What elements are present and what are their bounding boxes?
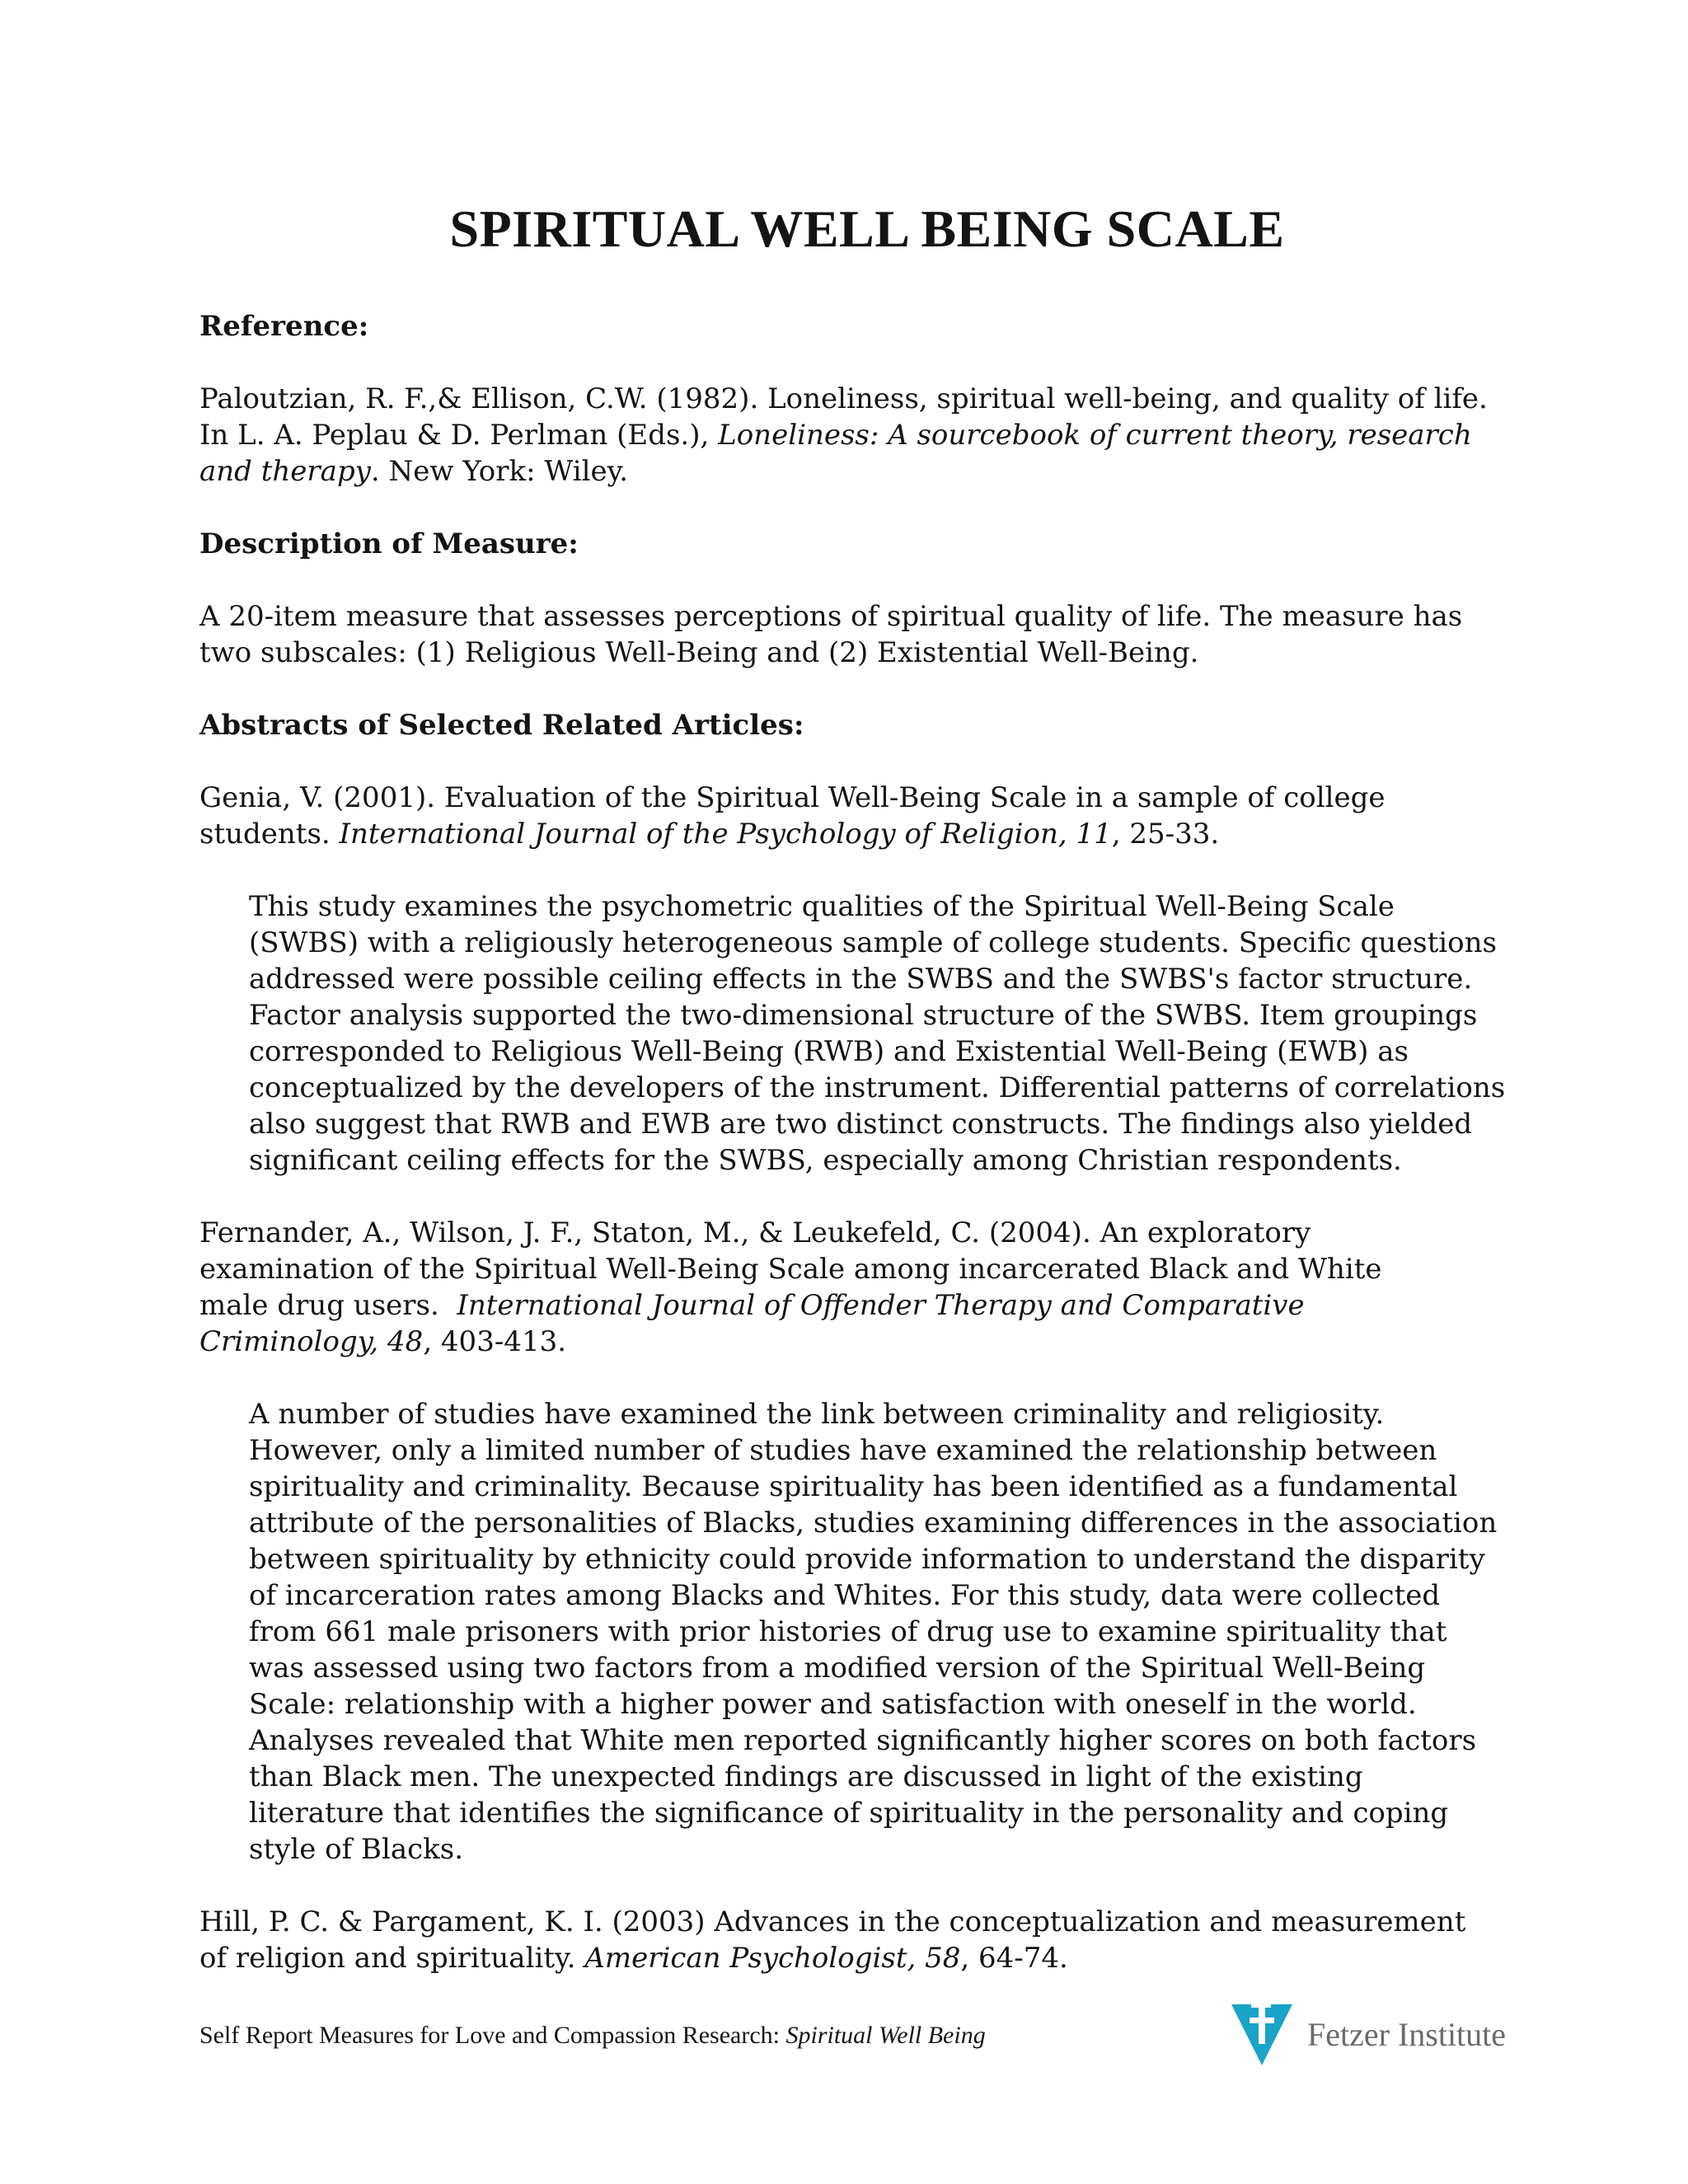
description-heading: Description of Measure: — [199, 527, 579, 560]
page-title: SPIRITUAL WELL BEING SCALE — [449, 199, 1285, 258]
abstract-line: than Black men. The unexpected findings are discussed in light of the existing — [249, 1760, 1363, 1793]
citation-line — [199, 417, 1518, 453]
citation-text: students. — [199, 818, 340, 851]
fetzer-logo — [1231, 2001, 1506, 2067]
citation-text: . New York: Wiley. — [370, 455, 629, 488]
citation-text: male drug users. — [199, 1289, 457, 1322]
footer-text: Self Report Measures for Love and Compassion Research: — [199, 2022, 786, 2049]
citation-journal: Criminology, 48 — [199, 1325, 424, 1358]
abstract-line: was assessed using two factors from a modified version of the Spiritual Well-Being — [249, 1652, 1426, 1685]
citation-journal: International Journal of the Psychology of Religion, 11 — [339, 818, 1112, 851]
abstract-line: Scale: relationship with a higher power and satisfaction with oneself in the world. — [249, 1688, 1417, 1721]
article-citation-genia — [199, 780, 1518, 852]
fetzer-logo-icon — [1231, 2001, 1292, 2067]
citation-line — [199, 816, 1518, 852]
citation-text: , 25-33. — [1111, 818, 1220, 851]
abstract-line: Factor analysis supported the two-dimensional structure of the SWBS. Item groupings — [249, 999, 1478, 1032]
abstract-line: literature that identifies the significance of spirituality in the personality and coping — [249, 1797, 1449, 1830]
abstract-line: Analyses revealed that White men reported significantly higher scores on both factors — [249, 1724, 1477, 1757]
abstracts-heading: Abstracts of Selected Related Articles: — [199, 709, 804, 742]
abstract-line: corresponded to Religious Well-Being (RWB) and Existential Well-Being (EWB) as — [249, 1035, 1409, 1068]
description-text — [199, 598, 1518, 671]
abstract-genia — [199, 888, 1518, 1179]
citation-line — [199, 1287, 1518, 1324]
logo-text: Fetzer Institute — [1307, 2015, 1507, 2053]
citation-book-title: and therapy — [199, 455, 371, 488]
abstract-line: between spirituality by ethnicity could provide information to understand the disparity — [249, 1543, 1485, 1576]
citation-line — [199, 453, 1518, 490]
citation-line: examination of the Spiritual Well-Being Scale among incarcerated Black and White — [199, 1253, 1382, 1286]
citation-line — [199, 1324, 1518, 1360]
abstract-line: spirituality and criminality. Because spirituality has been identified as a fundamental — [249, 1470, 1458, 1503]
article-citation-fernander — [199, 1215, 1518, 1360]
citation-text: of religion and spirituality. — [199, 1942, 585, 1975]
abstract-line: of incarceration rates among Blacks and Whites. For this study, data were collected — [249, 1579, 1441, 1612]
abstract-line: addressed were possible ceiling effects in the SWBS and the SWBS's factor structure. — [249, 963, 1473, 996]
abstract-line: A number of studies have examined the link between criminality and religiosity. — [249, 1398, 1385, 1431]
abstract-line: from 661 male prisoners with prior histories of drug use to examine spirituality that — [249, 1615, 1447, 1648]
abstract-line: However, only a limited number of studies have examined the relationship between — [249, 1434, 1437, 1467]
citation-line — [199, 1940, 1518, 1976]
reference-heading: Reference: — [199, 310, 369, 343]
citation-text: , 403-413. — [423, 1325, 567, 1358]
citation-line: Genia, V. (2001). Evaluation of the Spiritual Well-Being Scale in a sample of college — [199, 781, 1386, 814]
abstract-line: also suggest that RWB and EWB are two distinct constructs. The findings also yielded — [249, 1108, 1473, 1141]
abstract-line: This study examines the psychometric qualities of the Spiritual Well-Being Scale — [249, 890, 1395, 923]
citation-book-title: Loneliness: A sourcebook of current theory, research — [718, 419, 1472, 452]
citation-text: In L. A. Peplau & D. Perlman (Eds.), — [199, 419, 719, 452]
citation-text: , 64-74. — [960, 1942, 1068, 1975]
abstract-fernander — [199, 1396, 1518, 1868]
page-footer — [199, 2021, 986, 2050]
abstract-line: conceptualized by the developers of the instrument. Differential patterns of correlations — [249, 1071, 1506, 1104]
description-line: two subscales: (1) Religious Well-Being and (2) Existential Well-Being. — [199, 636, 1199, 669]
citation-line: Hill, P. C. & Pargament, K. I. (2003) Advances in the conceptualization and measurement — [199, 1905, 1466, 1938]
abstract-line: attribute of the personalities of Blacks, studies examining differences in the association — [249, 1507, 1498, 1540]
abstract-line: significant ceiling effects for the SWBS, especially among Christian respondents. — [249, 1144, 1402, 1177]
citation-journal: American Psychologist, 58 — [584, 1942, 961, 1975]
reference-citation — [199, 381, 1518, 490]
footer-italic: Spiritual Well Being — [785, 2022, 986, 2049]
description-line: A 20-item measure that assesses perceptions of spiritual quality of life. The measure has — [199, 600, 1463, 633]
citation-journal: International Journal of Offender Therapy and Comparative — [457, 1289, 1305, 1322]
document-page — [199, 198, 1518, 2013]
abstract-line: style of Blacks. — [249, 1833, 464, 1866]
citation-line: Paloutzian, R. F.,& Ellison, C.W. (1982). Loneliness, spiritual well-being, and quality of life. — [199, 382, 1488, 415]
abstract-line: (SWBS) with a religiously heterogeneous sample of college students. Specific questions — [249, 926, 1497, 959]
article-citation-hill — [199, 1904, 1518, 1976]
citation-line: Fernander, A., Wilson, J. F., Staton, M., & Leukefeld, C. (2004). An exploratory — [199, 1216, 1311, 1249]
